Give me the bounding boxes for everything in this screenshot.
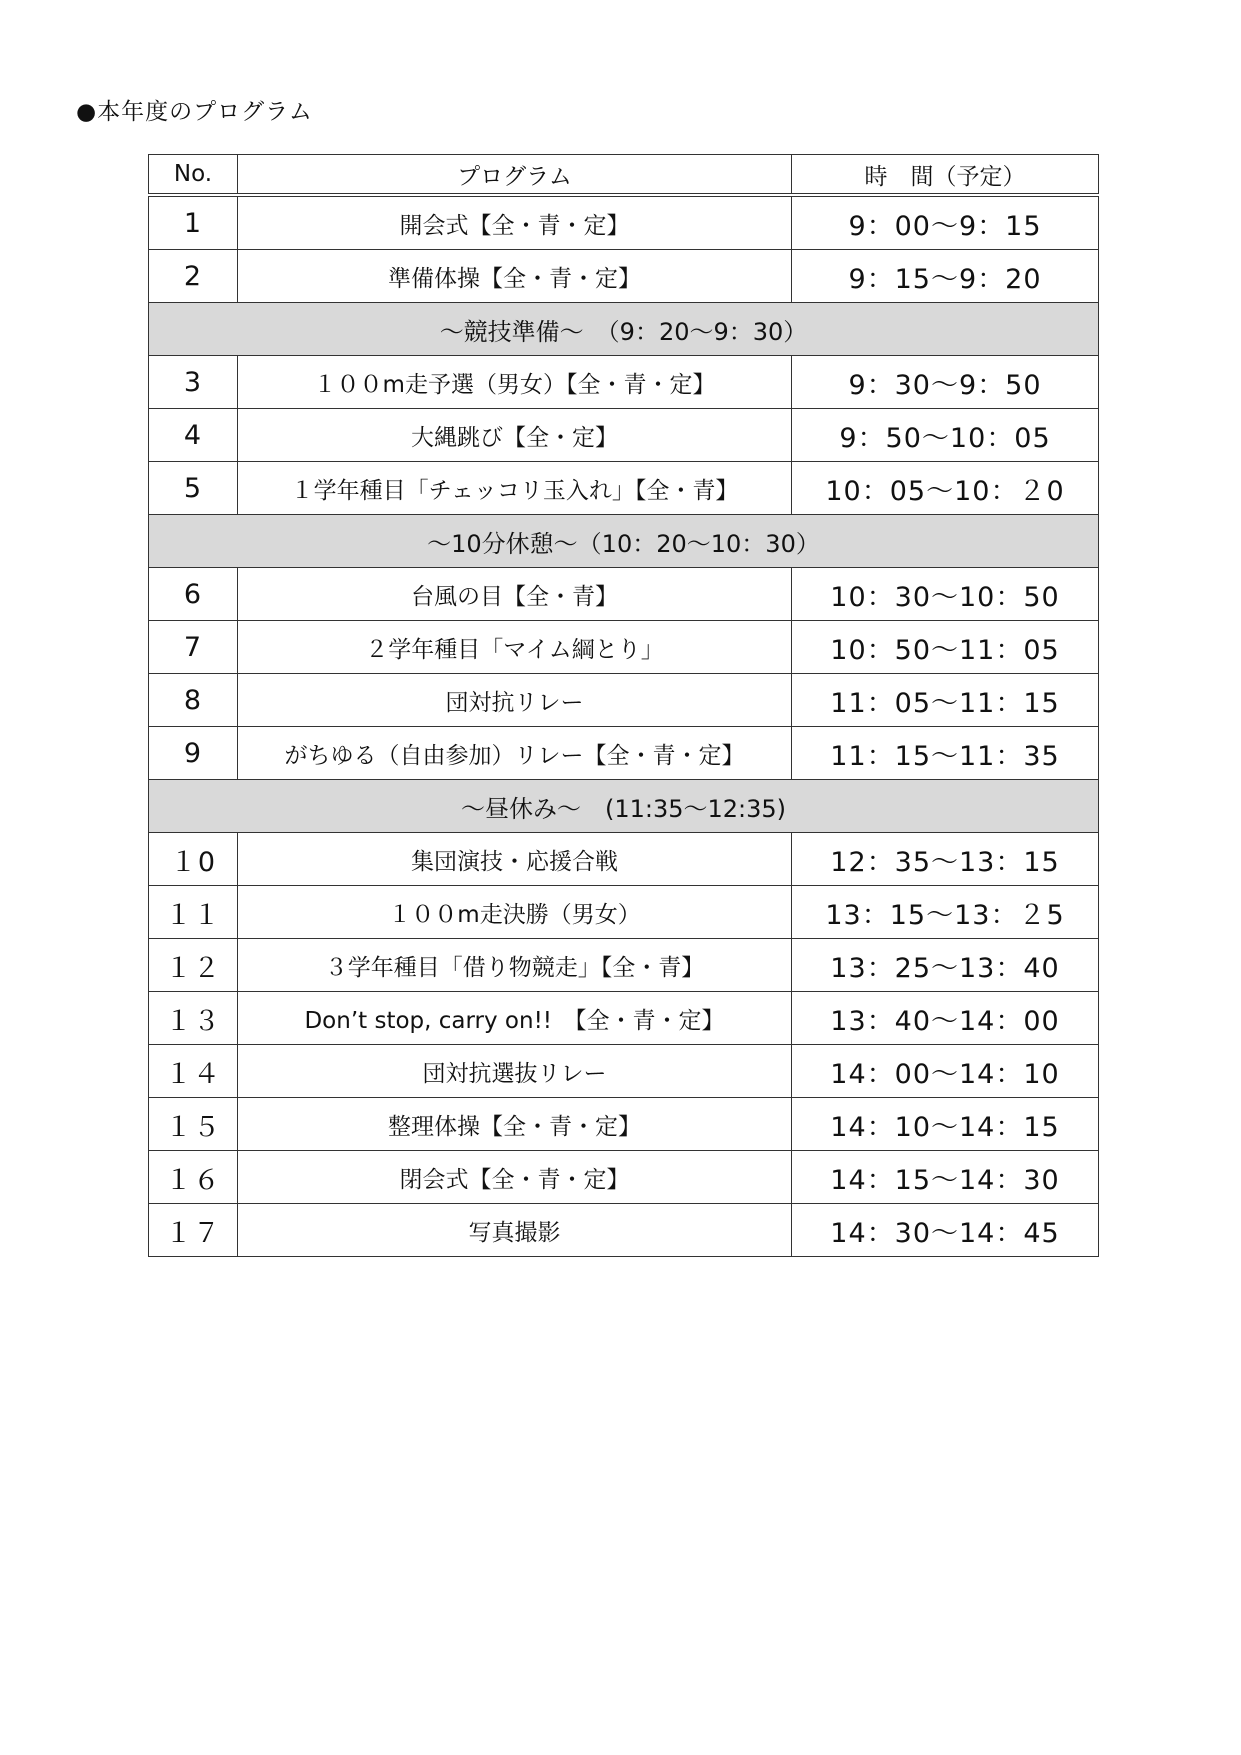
row-program: 集団演技・応援合戦 — [238, 833, 792, 886]
table-row — [149, 1151, 1099, 1204]
break-row — [149, 303, 1099, 356]
table-row — [149, 939, 1099, 992]
header-time: 時 間（予定） — [792, 155, 1099, 196]
table-row — [149, 621, 1099, 674]
row-time: 9：00〜9：15 — [792, 195, 1099, 250]
row-no: 1 — [149, 195, 238, 250]
row-program: １００m走予選（男女）【全・青・定】 — [238, 356, 792, 409]
row-no: １１ — [149, 886, 238, 939]
row-time: 9：50〜10：05 — [792, 409, 1099, 462]
row-time: 13：40〜14：00 — [792, 992, 1099, 1045]
row-no: １４ — [149, 1045, 238, 1098]
table-row — [149, 674, 1099, 727]
row-no: １７ — [149, 1204, 238, 1257]
break-row — [149, 780, 1099, 833]
table-row — [149, 1204, 1099, 1257]
break-label: 〜昼休み〜 (11:35〜12:35) — [149, 780, 1099, 833]
table-row — [149, 886, 1099, 939]
row-program: 団対抗リレー — [238, 674, 792, 727]
row-program: 大縄跳び【全・定】 — [238, 409, 792, 462]
row-program: Don’t stop, carry on!! 【全・青・定】 — [238, 992, 792, 1045]
row-time: 11：05〜11：15 — [792, 674, 1099, 727]
row-program: 整理体操【全・青・定】 — [238, 1098, 792, 1151]
row-no: 7 — [149, 621, 238, 674]
table-row — [149, 1045, 1099, 1098]
row-no: 9 — [149, 727, 238, 780]
row-time: 10：30〜10：50 — [792, 568, 1099, 621]
table-header-row — [149, 155, 1099, 196]
header-no: No. — [149, 155, 238, 196]
row-no: 5 — [149, 462, 238, 515]
row-time: 10：05〜10：２0 — [792, 462, 1099, 515]
table-row — [149, 250, 1099, 303]
row-time: 10：50〜11：05 — [792, 621, 1099, 674]
row-program: 団対抗選抜リレー — [238, 1045, 792, 1098]
row-program: ２学年種目「マイム綱とり」 — [238, 621, 792, 674]
row-no: 8 — [149, 674, 238, 727]
row-time: 13：15〜13：２5 — [792, 886, 1099, 939]
row-program: がちゆる（自由参加）リレー【全・青・定】 — [238, 727, 792, 780]
row-program: 準備体操【全・青・定】 — [238, 250, 792, 303]
row-time: 14：15〜14：30 — [792, 1151, 1099, 1204]
break-label: 〜競技準備〜 （9：20〜9：30） — [149, 303, 1099, 356]
row-no: 2 — [149, 250, 238, 303]
page-heading: ●本年度のプログラム — [76, 99, 313, 125]
row-no: １５ — [149, 1098, 238, 1151]
break-row — [149, 515, 1099, 568]
table-row — [149, 992, 1099, 1045]
row-time: 11：15〜11：35 — [792, 727, 1099, 780]
row-program: １学年種目「チェッコリ玉入れ」【全・青】 — [238, 462, 792, 515]
table-row — [149, 462, 1099, 515]
table-row — [149, 195, 1099, 250]
table-row — [149, 356, 1099, 409]
row-no: １６ — [149, 1151, 238, 1204]
row-program: １００m走決勝（男女） — [238, 886, 792, 939]
table-row — [149, 833, 1099, 886]
row-program: 写真撮影 — [238, 1204, 792, 1257]
row-time: 14：30〜14：45 — [792, 1204, 1099, 1257]
row-no: １３ — [149, 992, 238, 1045]
row-program: ３学年種目「借り物競走」【全・青】 — [238, 939, 792, 992]
row-time: 9：15〜9：20 — [792, 250, 1099, 303]
row-no: 4 — [149, 409, 238, 462]
row-no: １２ — [149, 939, 238, 992]
row-program: 閉会式【全・青・定】 — [238, 1151, 792, 1204]
row-no: 3 — [149, 356, 238, 409]
row-time: 14：10〜14：15 — [792, 1098, 1099, 1151]
row-no: １0 — [149, 833, 238, 886]
row-time: 14：00〜14：10 — [792, 1045, 1099, 1098]
table-row — [149, 1098, 1099, 1151]
program-table — [148, 154, 1099, 1257]
row-program: 台風の目【全・青】 — [238, 568, 792, 621]
table-row — [149, 409, 1099, 462]
row-program: 開会式【全・青・定】 — [238, 195, 792, 250]
row-time: 12：35〜13：15 — [792, 833, 1099, 886]
break-label: 〜10分休憩〜（10：20〜10：30） — [149, 515, 1099, 568]
header-program: プログラム — [238, 155, 792, 196]
row-no: 6 — [149, 568, 238, 621]
row-time: 13：25〜13：40 — [792, 939, 1099, 992]
row-time: 9：30〜9：50 — [792, 356, 1099, 409]
table-row — [149, 727, 1099, 780]
table-row — [149, 568, 1099, 621]
